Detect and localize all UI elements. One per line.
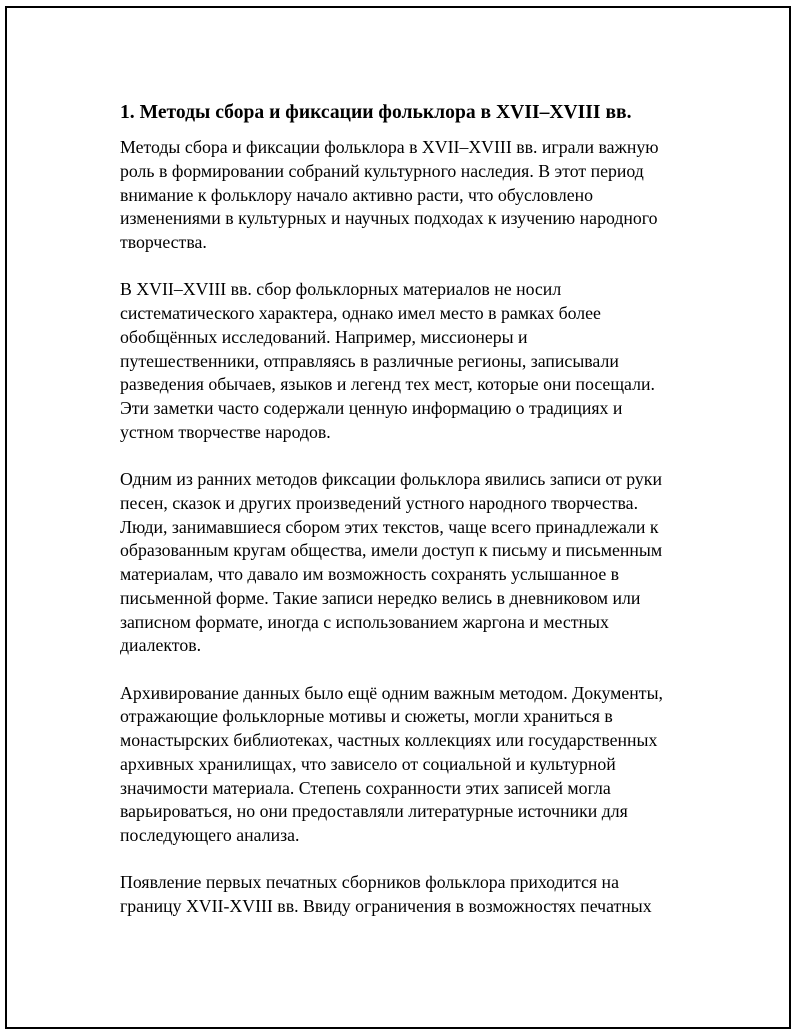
text-line: образованным кругам общества, имели доступ к письму и письменным <box>120 540 663 561</box>
text-line: Эти заметки часто содержали ценную информацию о традициях и <box>120 398 623 418</box>
page-frame <box>5 6 791 1029</box>
text-line: обобщённых исследований. Например, миссионеры и <box>120 326 528 347</box>
text-line: Архивирование данных было ещё одним важным методом. Документы, <box>120 682 663 703</box>
text-line: В XVII–XVIII вв. сбор фольклорных материалов не носил <box>120 279 562 300</box>
text-line: границу XVII-XVIII вв. Ввиду ограничения в возможностях печатных <box>120 896 652 916</box>
text-line: Одним из ранних методов фиксации фольклора явились записи от руки <box>120 469 662 489</box>
text-line: письменной форме. Такие записи нередко велись в дневниковом или <box>120 587 641 608</box>
text-line: роль в формировании собраний культурного наследия. В этот период <box>120 160 644 181</box>
paragraph-5 <box>120 871 700 919</box>
text-line: значимости материала. Степень сохранности этих записей могла <box>120 777 611 798</box>
text-line: систематического характера, однако имел место в рамках более <box>120 303 601 323</box>
text-line: диалектов. <box>120 635 202 656</box>
text-line: материалам, что давало им возможность сохранять услышанное в <box>120 564 620 584</box>
document-body <box>120 100 700 942</box>
text-line: творчества. <box>120 232 207 252</box>
paragraph-2 <box>120 278 700 444</box>
section-heading: 1. Методы сбора и фиксации фольклора в XVII–XVIII вв. <box>120 102 632 123</box>
text-line: Методы сбора и фиксации фольклора в XVII–XVIII вв. играли важную <box>120 137 659 157</box>
text-line: Люди, занимавшиеся сбором этих текстов, чаще всего принадлежали к <box>120 516 659 537</box>
text-line: песен, сказок и других произведений устного народного творчества. <box>120 492 639 513</box>
text-line: отражающие фольклорные мотивы и сюжеты, могли храниться в <box>120 706 613 727</box>
paragraph-3 <box>120 468 700 658</box>
text-line: последующего анализа. <box>120 825 300 845</box>
text-line: варьироваться, но они предоставляли литературные источники для <box>120 801 628 822</box>
text-line: разведения обычаев, языков и легенд тех мест, которые они посещали. <box>120 374 655 395</box>
text-line: записном формате, иногда с использованием жаргона и местных <box>120 611 609 632</box>
text-line: изменениями в культурных и научных подходах к изучению народного <box>120 208 658 229</box>
paragraph-1 <box>120 136 700 255</box>
text-line: устном творчестве народов. <box>120 421 331 442</box>
text-line: путешественники, отправляясь в различные регионы, записывали <box>120 350 619 371</box>
text-line: внимание к фольклору начало активно расти, что обусловлено <box>120 184 593 205</box>
text-line: Появление первых печатных сборников фольклора приходится на <box>120 872 619 893</box>
text-line: монастырских библиотеках, частных коллекциях или государственных <box>120 730 658 750</box>
text-line: архивных хранилищах, что зависело от социальной и культурной <box>120 753 616 774</box>
paragraph-4 <box>120 682 700 848</box>
